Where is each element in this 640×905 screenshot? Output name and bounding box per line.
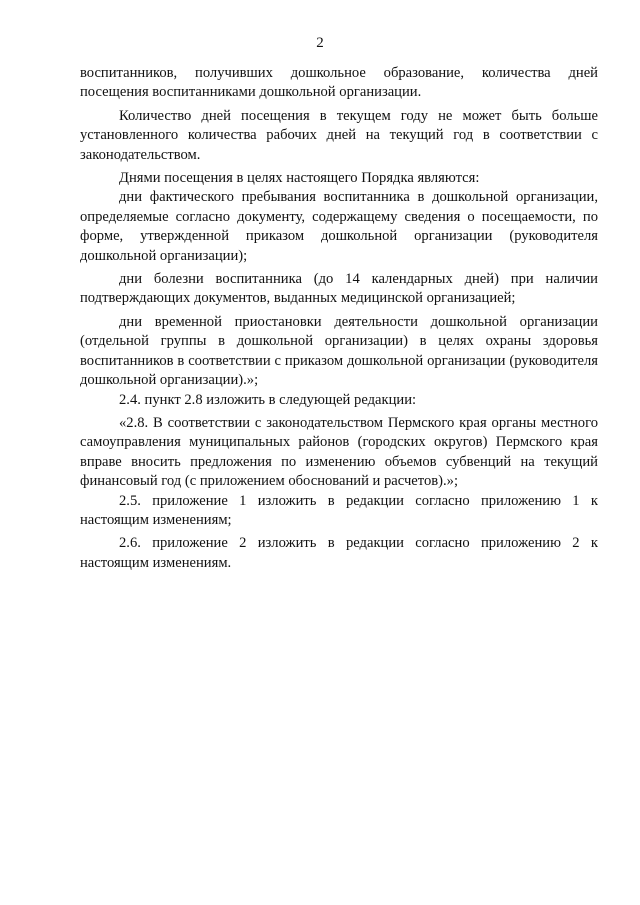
paragraph-item-2-6: 2.6. приложение 2 изложить в редакции согласно приложению 2 к настоящим изменениям. xyxy=(80,535,598,571)
paragraph-continuation: воспитанников, получивших дошкольное образование, количества дней посещения воспитанниками дошкольной организации. xyxy=(80,65,598,101)
paragraph-item-2-4: 2.4. пункт 2.8 изложить в следующей редакции: xyxy=(119,391,417,408)
paragraph-visit-days-intro: Днями посещения в целях настоящего Порядка являются: xyxy=(119,170,480,187)
paragraph-visit-limit: Количество дней посещения в текущем году не может быть больше установленного количества рабочих дней на текущий год в соответствии с законодательством. xyxy=(80,107,598,163)
paragraph-actual-stay-days: дни фактического пребывания воспитанника в дошкольной организации, определяемые согласно документу, содержащему сведения о посещаемости, по форме, утвержденной приказом дошкольной организации (руководителя дошкольной организации); xyxy=(80,189,598,264)
document-body xyxy=(80,64,598,573)
paragraph-suspension-days: дни временной приостановки деятельности дошкольной организации (отдельной группы в дошкольной организации) в целях охраны здоровья воспитанников в соответствии с приказом дошкольной организации (руководителя дошкольной организации).»; xyxy=(80,313,598,389)
paragraph-item-2-8-text: «2.8. В соответствии с законодательством Пермского края органы местного самоуправления муниципальных районов (городских округов) Пермского края вправе вносить предложения по изменению объемов субвенций на текущий финансовый год (с приложением обоснований и расчетов).»; xyxy=(80,414,598,490)
page-number: 2 xyxy=(316,35,324,51)
paragraph-sick-days: дни болезни воспитанника (до 14 календарных дней) при наличии подтверждающих документов, выданных медицинской организацией; xyxy=(80,271,598,307)
paragraph-item-2-5: 2.5. приложение 1 изложить в редакции согласно приложению 1 к настоящим изменениям; xyxy=(80,492,598,528)
